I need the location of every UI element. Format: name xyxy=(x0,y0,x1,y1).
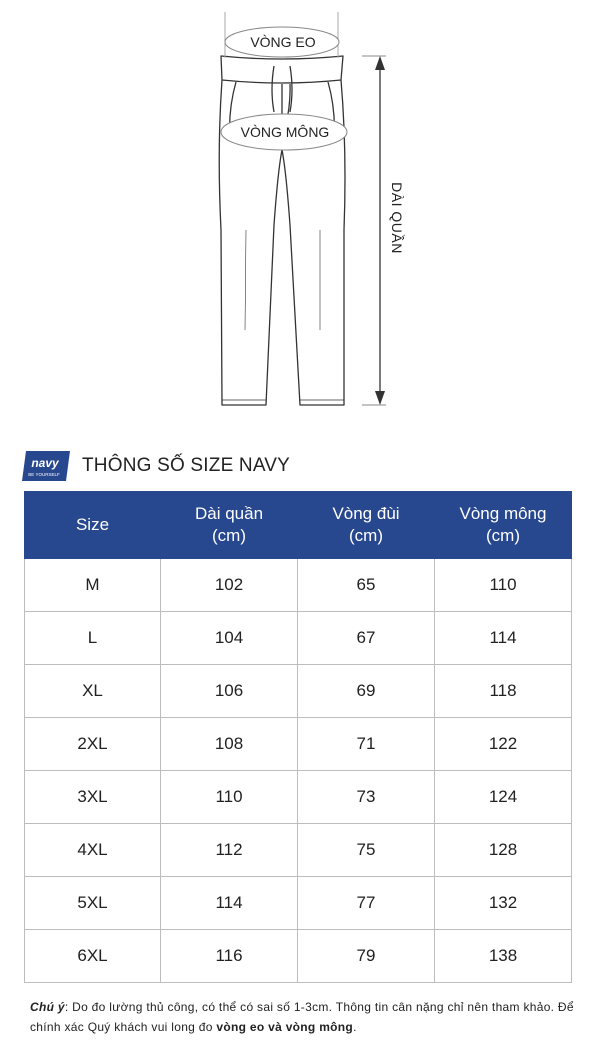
cell-hip: 124 xyxy=(435,771,572,824)
waist-label: VÒNG EO xyxy=(250,34,316,50)
cell-length: 108 xyxy=(161,718,298,771)
cell-thigh: 73 xyxy=(298,771,435,824)
cell-hip: 128 xyxy=(435,824,572,877)
svg-text:BE YOURSELF: BE YOURSELF xyxy=(28,472,60,477)
length-label: DÀI QUẦN xyxy=(389,182,405,254)
header-size: Size xyxy=(25,492,161,559)
note-end: . xyxy=(353,1020,357,1034)
cell-length: 116 xyxy=(161,930,298,983)
cell-thigh: 67 xyxy=(298,612,435,665)
table-row xyxy=(25,877,572,930)
section-title: THÔNG SỐ SIZE NAVY xyxy=(82,455,291,476)
header-length: Dài quần (cm) xyxy=(161,492,298,559)
cell-hip: 114 xyxy=(435,612,572,665)
table-row xyxy=(25,718,572,771)
table-row xyxy=(25,612,572,665)
note-body: : Do đo lường thủ công, có thể có sai số 1-3cm. Thông tin cân nặng chỉ nên tham khảo. Để chính xác Quý khách vui long đo xyxy=(30,1000,574,1034)
note-lead: Chú ý xyxy=(30,1000,65,1014)
cell-size: 6XL xyxy=(25,930,161,983)
cell-size: 4XL xyxy=(25,824,161,877)
cell-size: M xyxy=(25,559,161,612)
brand-header xyxy=(20,448,290,484)
size-table xyxy=(24,491,572,983)
cell-hip: 132 xyxy=(435,877,572,930)
cell-size: 5XL xyxy=(25,877,161,930)
measurement-note xyxy=(30,997,586,1037)
cell-thigh: 71 xyxy=(298,718,435,771)
table-row xyxy=(25,559,572,612)
pants-measurement-diagram xyxy=(0,0,600,420)
cell-hip: 122 xyxy=(435,718,572,771)
cell-thigh: 77 xyxy=(298,877,435,930)
header-hip: Vòng mông (cm) xyxy=(435,492,572,559)
cell-thigh: 79 xyxy=(298,930,435,983)
cell-length: 112 xyxy=(161,824,298,877)
cell-hip: 118 xyxy=(435,665,572,718)
cell-length: 110 xyxy=(161,771,298,824)
note-emphasis: vòng eo và vòng mông xyxy=(216,1020,354,1034)
svg-text:navy: navy xyxy=(31,456,59,470)
cell-size: 3XL xyxy=(25,771,161,824)
cell-hip: 110 xyxy=(435,559,572,612)
table-row xyxy=(25,771,572,824)
table-row xyxy=(25,930,572,983)
header-thigh: Vòng đùi (cm) xyxy=(298,492,435,559)
cell-length: 102 xyxy=(161,559,298,612)
navy-logo xyxy=(20,449,72,483)
cell-thigh: 75 xyxy=(298,824,435,877)
pants-illustration xyxy=(0,0,600,420)
cell-thigh: 69 xyxy=(298,665,435,718)
table-row xyxy=(25,824,572,877)
cell-size: XL xyxy=(25,665,161,718)
cell-thigh: 65 xyxy=(298,559,435,612)
hip-label: VÒNG MÔNG xyxy=(240,124,330,140)
cell-length: 114 xyxy=(161,877,298,930)
cell-size: L xyxy=(25,612,161,665)
cell-length: 106 xyxy=(161,665,298,718)
table-header-row xyxy=(25,492,572,559)
table-row xyxy=(25,665,572,718)
cell-length: 104 xyxy=(161,612,298,665)
cell-size: 2XL xyxy=(25,718,161,771)
cell-hip: 138 xyxy=(435,930,572,983)
